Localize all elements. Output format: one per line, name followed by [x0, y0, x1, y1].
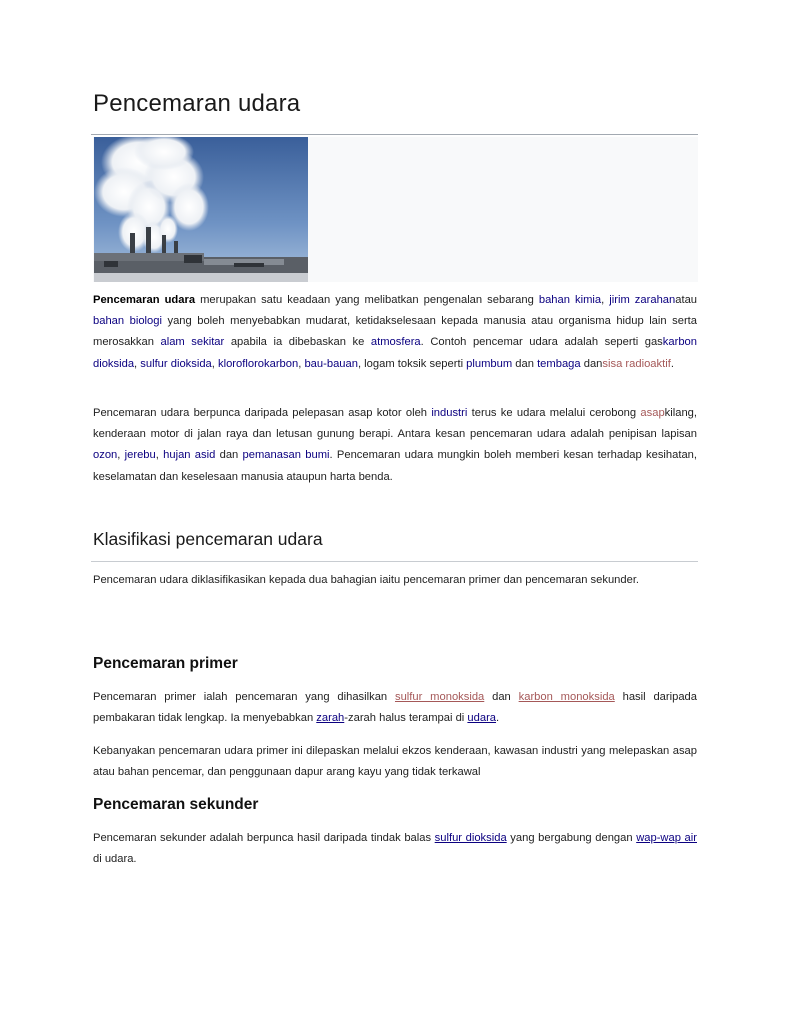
- factory-smoke-illustration: [94, 137, 308, 282]
- causes-text: Pencemaran udara berpunca daripada pelepasan asap kotor oleh: [93, 407, 432, 419]
- section-heading-sekunder: Pencemaran sekunder: [93, 796, 259, 813]
- klasifikasi-paragraph: Pencemaran udara diklasifikasikan kepada dua bahagian iaitu pencemaran primer dan pencemaran sekunder.: [93, 574, 640, 586]
- intro-text: merupakan satu keadaan yang melibatkan pengenalan sebarang: [195, 294, 539, 306]
- causes-text: ,: [155, 449, 164, 462]
- causes-paragraph: [93, 403, 697, 488]
- link-alam-sekitar[interactable]: alam sekitar: [160, 336, 225, 349]
- sekunder-text: di udara.: [93, 853, 137, 866]
- intro-lead: Pencemaran udara: [93, 294, 196, 306]
- sekunder-paragraph: [93, 828, 697, 870]
- primer-text: dan: [484, 691, 519, 703]
- primer-text: Pencemaran primer ialah pencemaran yang dihasilkan: [93, 691, 395, 703]
- link-pemanasan-bumi[interactable]: pemanasan bumi: [242, 449, 330, 462]
- link-ozon[interactable]: ozon: [93, 449, 118, 462]
- sekunder-text: Pencemaran sekunder adalah berpunca hasil daripada tindak balas: [93, 832, 435, 844]
- section-underline: [91, 561, 698, 562]
- link-atmosfera[interactable]: atmosfera: [370, 336, 421, 349]
- factory-smoke-photo[interactable]: [94, 137, 308, 282]
- intro-text: atau: [675, 294, 698, 306]
- intro-text: .: [670, 357, 674, 370]
- link-bau-bauan[interactable]: bau-bauan: [304, 357, 358, 370]
- intro-text: . Contoh pencemar udara adalah seperti gas: [420, 336, 663, 349]
- intro-text: yang boleh menyebabkan mudarat, ketidakselesaan kepada manusia atau organisma hidup lain serta merosakkan: [93, 315, 697, 349]
- link-bahan-kimia[interactable]: bahan kimia: [538, 294, 602, 306]
- primer-paragraph-1: [93, 687, 697, 729]
- primer-text: -zarah halus terampai di: [344, 712, 468, 725]
- link-sulfur-dioksida[interactable]: sulfur dioksida: [140, 357, 212, 370]
- link-sisa-radioaktif[interactable]: sisa radioaktif: [602, 357, 671, 370]
- title-underline: [91, 134, 698, 135]
- link-kloroflorokarbon[interactable]: kloroflorokarbon: [218, 357, 299, 370]
- primer-text: hasil daripada pembakaran tidak lengkap. Ia menyebabkan: [93, 691, 697, 725]
- primer-paragraph-2: Kebanyakan pencemaran udara primer ini dilepaskan melalui ekzos kenderaan, kawasan industri yang melepaskan asap atau bahan pencemar, dan penggunaan dapur arang kayu yang tidak terkawal: [93, 745, 697, 779]
- intro-text: ,: [211, 357, 218, 370]
- page-title: Pencemaran udara: [93, 90, 301, 117]
- causes-text: kilang, kenderaan motor di jalan raya dan letusan gunung berapi. Antara kesan pencemaran udara adalah penipisan lapisan: [93, 407, 698, 441]
- link-bahan-biologi[interactable]: bahan biologi: [93, 315, 162, 328]
- intro-text: dan: [580, 357, 603, 370]
- causes-text: ,: [117, 449, 125, 462]
- causes-text: dan: [215, 449, 243, 462]
- link-jerebu[interactable]: jerebu: [124, 449, 156, 462]
- intro-text: , logam toksik seperti: [357, 357, 467, 370]
- intro-text: dan: [512, 357, 538, 370]
- link-karbon-dioksida[interactable]: karbon dioksida: [93, 336, 697, 370]
- causes-text: terus ke udara melalui cerobong: [467, 407, 641, 419]
- link-zarah[interactable]: zarah: [316, 712, 345, 725]
- sekunder-text: yang bergabung dengan: [506, 832, 637, 844]
- link-hujan-asid[interactable]: hujan asid: [163, 449, 216, 462]
- intro-text: ,: [601, 294, 610, 306]
- link-asap[interactable]: asap: [640, 407, 665, 419]
- link-wap-wap-air[interactable]: wap-wap air: [636, 832, 697, 844]
- section-heading-klasifikasi: Klasifikasi pencemaran udara: [93, 529, 323, 549]
- link-karbon-monoksida[interactable]: karbon monoksida: [518, 691, 615, 703]
- causes-text: . Pencemaran udara mungkin boleh memberi kesan terhadap kesihatan, keselamatan dan keselesaan manusia ataupun harta benda.: [93, 449, 698, 483]
- figure-container: [93, 137, 698, 282]
- intro-text: ,: [134, 357, 141, 370]
- link-sulfur-dioksida-2[interactable]: sulfur dioksida: [434, 832, 507, 844]
- link-tembaga[interactable]: tembaga: [537, 357, 581, 370]
- link-sulfur-monoksida[interactable]: sulfur monoksida: [394, 691, 485, 703]
- intro-paragraph: [93, 290, 697, 375]
- link-jirim-zarahan[interactable]: jirim zarahan: [609, 294, 676, 306]
- section-heading-primer: Pencemaran primer: [93, 655, 238, 672]
- intro-text: ,: [298, 357, 305, 370]
- link-plumbum[interactable]: plumbum: [466, 357, 513, 370]
- intro-text: apabila ia dibebaskan ke: [224, 336, 371, 349]
- primer-text: .: [496, 712, 500, 725]
- link-industri[interactable]: industri: [431, 407, 468, 419]
- link-udara[interactable]: udara: [467, 712, 497, 725]
